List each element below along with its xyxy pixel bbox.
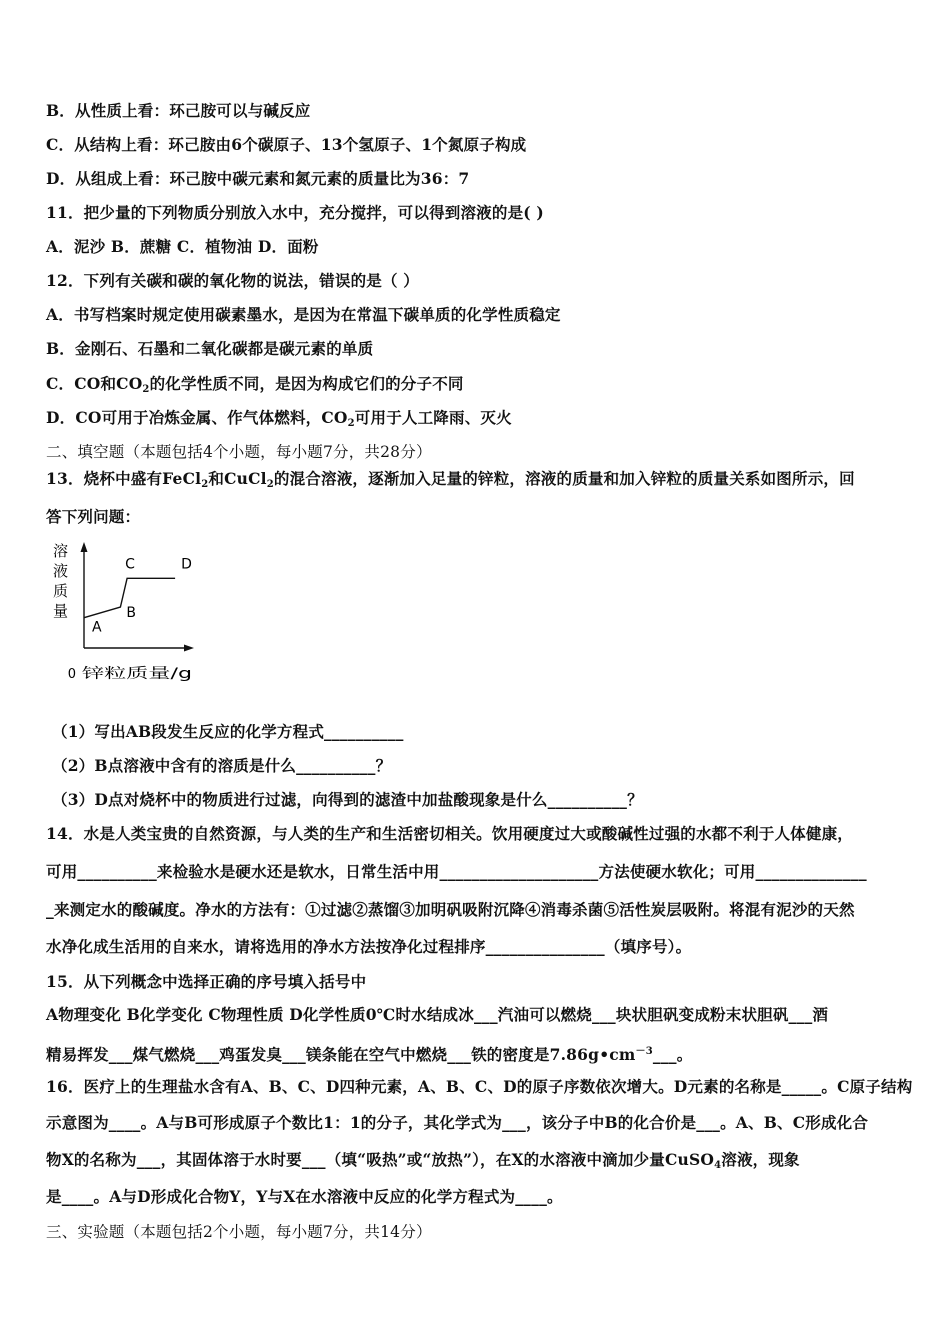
q10-option-c: C．从结构上看：环己胺由6个碳原子、13个氢原子、1个氮原子构成 bbox=[46, 135, 527, 154]
q12-option-a: A．书写档案时规定使用碳素墨水，是因为在常温下碳单质的化学性质稳定 bbox=[46, 305, 561, 324]
q16-line-2: 示意图为____。A与B可形成原子个数比1：1的分子，其化学式为___，该分子中B的化合价是___。A、B、C形成化合 bbox=[46, 1113, 869, 1132]
y-axis-label-char: 液 bbox=[53, 562, 69, 580]
q12-option-d bbox=[46, 408, 512, 434]
q13-subscript-2: 2 bbox=[266, 479, 274, 490]
q13-part-1: （1）写出AB段发生反应的化学方程式__________ bbox=[52, 722, 404, 741]
q13-text-mid: 和CuCl bbox=[208, 469, 267, 488]
q12-d-text-end: 可用于人工降雨、灭火 bbox=[354, 408, 512, 427]
x-axis-arrow bbox=[184, 645, 194, 652]
origin-label: 0 bbox=[67, 667, 76, 682]
q15-superscript: －3 bbox=[635, 1046, 653, 1057]
q11-options: A．泥沙 B．蔗糖 C．植物油 D．面粉 bbox=[46, 237, 319, 256]
q12-c-subscript: 2 bbox=[142, 384, 150, 395]
q12-c-text: C．CO和CO bbox=[46, 374, 143, 393]
q15-text-end: ___。 bbox=[652, 1045, 693, 1064]
q13-graph bbox=[40, 538, 215, 688]
q15-stem: 15．从下列概念中选择正确的序号填入括号中 bbox=[46, 972, 367, 991]
q13-stem bbox=[46, 469, 855, 495]
point-label-c: C bbox=[125, 556, 135, 573]
q13-subscript-1: 2 bbox=[201, 479, 209, 490]
point-label-d: D bbox=[181, 556, 192, 573]
q15-text: 精易挥发___煤气燃烧___鸡蛋发臭___镁条能在空气中燃烧___铁的密度是7.86g•cm bbox=[46, 1045, 636, 1064]
q13-text: 13．烧杯中盛有FeCl bbox=[46, 469, 202, 488]
q11-stem: 11．把少量的下列物质分别放入水中，充分搅拌，可以得到溶液的是( ) bbox=[46, 203, 544, 222]
y-axis-arrow bbox=[81, 542, 88, 552]
q12-c-text-end: 的化学性质不同，是因为构成它们的分子不同 bbox=[149, 374, 464, 393]
point-label-a: A bbox=[92, 619, 102, 636]
q16-line-1: 16．医疗上的生理盐水含有A、B、C、D四种元素，A、B、C、D的原子序数依次增大。D元素的名称是_____。C原子结构 bbox=[46, 1077, 913, 1096]
q12-option-b: B．金刚石、石墨和二氧化碳都是碳元素的单质 bbox=[46, 339, 374, 358]
section-2-heading: 二、填空题（本题包括4个小题，每小题7分，共28分） bbox=[46, 443, 432, 461]
q12-stem: 12．下列有关碳和碳的氧化物的说法，错误的是（ ） bbox=[46, 271, 419, 290]
section-3-heading: 三、实验题（本题包括2个小题，每小题7分，共14分） bbox=[46, 1223, 432, 1241]
q13-part-3: （3）D点对烧杯中的物质进行过滤，向得到的滤渣中加盐酸现象是什么__________？ bbox=[52, 790, 643, 809]
q16-text: 物X的名称为___，其固体溶于水时要___（填“吸热”或“放热”），在X的水溶液中滴加少量CuSO bbox=[46, 1150, 715, 1169]
q16-subscript: 4 bbox=[714, 1160, 722, 1171]
y-axis-label-char: 质 bbox=[53, 582, 69, 600]
q10-option-b: B．从性质上看：环己胺可以与碱反应 bbox=[46, 101, 311, 120]
q12-d-text: D．CO可用于冶炼金属、作气体燃料，CO bbox=[46, 408, 348, 427]
q14-line-4: 水净化成生活用的自来水，请将选用的净水方法按净化过程排序_______________（填序号）。 bbox=[46, 937, 692, 956]
q13-text-end: 的混合溶液，逐渐加入足量的锌粒，溶液的质量和加入锌粒的质量关系如图所示，回 bbox=[273, 469, 855, 488]
q12-option-c bbox=[46, 374, 464, 400]
point-labels bbox=[92, 556, 192, 635]
q14-line-1: 14．水是人类宝贵的自然资源，与人类的生产和生活密切相关。饮用硬度过大或酸碱性过强的水都不利于人体健康， bbox=[46, 824, 853, 843]
q16-text-end: 溶液，现象 bbox=[721, 1150, 800, 1169]
y-axis-label-char: 溶 bbox=[53, 542, 69, 560]
q14-line-2: 可用__________来检验水是硬水还是软水，日常生活中用____________________方法使硬水软化；可用______________ bbox=[46, 862, 867, 881]
q14-line-3: _来测定水的酸碱度。净水的方法有：①过滤②蒸馏③加明矾吸附沉降④消毒杀菌⑤活性炭层吸附。将混有泥沙的天然 bbox=[46, 900, 855, 919]
q15-line-2 bbox=[46, 1042, 692, 1065]
q12-d-subscript: 2 bbox=[347, 418, 355, 429]
q13-part-2: （2）B点溶液中含有的溶质是什么__________？ bbox=[52, 756, 392, 775]
point-label-b: B bbox=[126, 605, 137, 622]
y-axis-label bbox=[53, 542, 68, 620]
q13-stem-cont: 答下列问题： bbox=[46, 507, 141, 526]
q10-option-d: D．从组成上看：环己胺中碳元素和氮元素的质量比为36：7 bbox=[46, 169, 470, 188]
y-axis-label-char: 量 bbox=[53, 602, 69, 620]
q15-line-1: A物理变化 B化学变化 C物理性质 D化学性质0℃时水结成冰___汽油可以燃烧___块状胆矾变成粉末状胆矾___酒 bbox=[46, 1005, 829, 1024]
q16-line-3 bbox=[46, 1150, 800, 1176]
x-axis-label: 锌粒质量/g bbox=[82, 666, 152, 682]
q16-line-4: 是____。A与D形成化合物Y，Y与X在水溶液中反应的化学方程式为____。 bbox=[46, 1187, 563, 1206]
